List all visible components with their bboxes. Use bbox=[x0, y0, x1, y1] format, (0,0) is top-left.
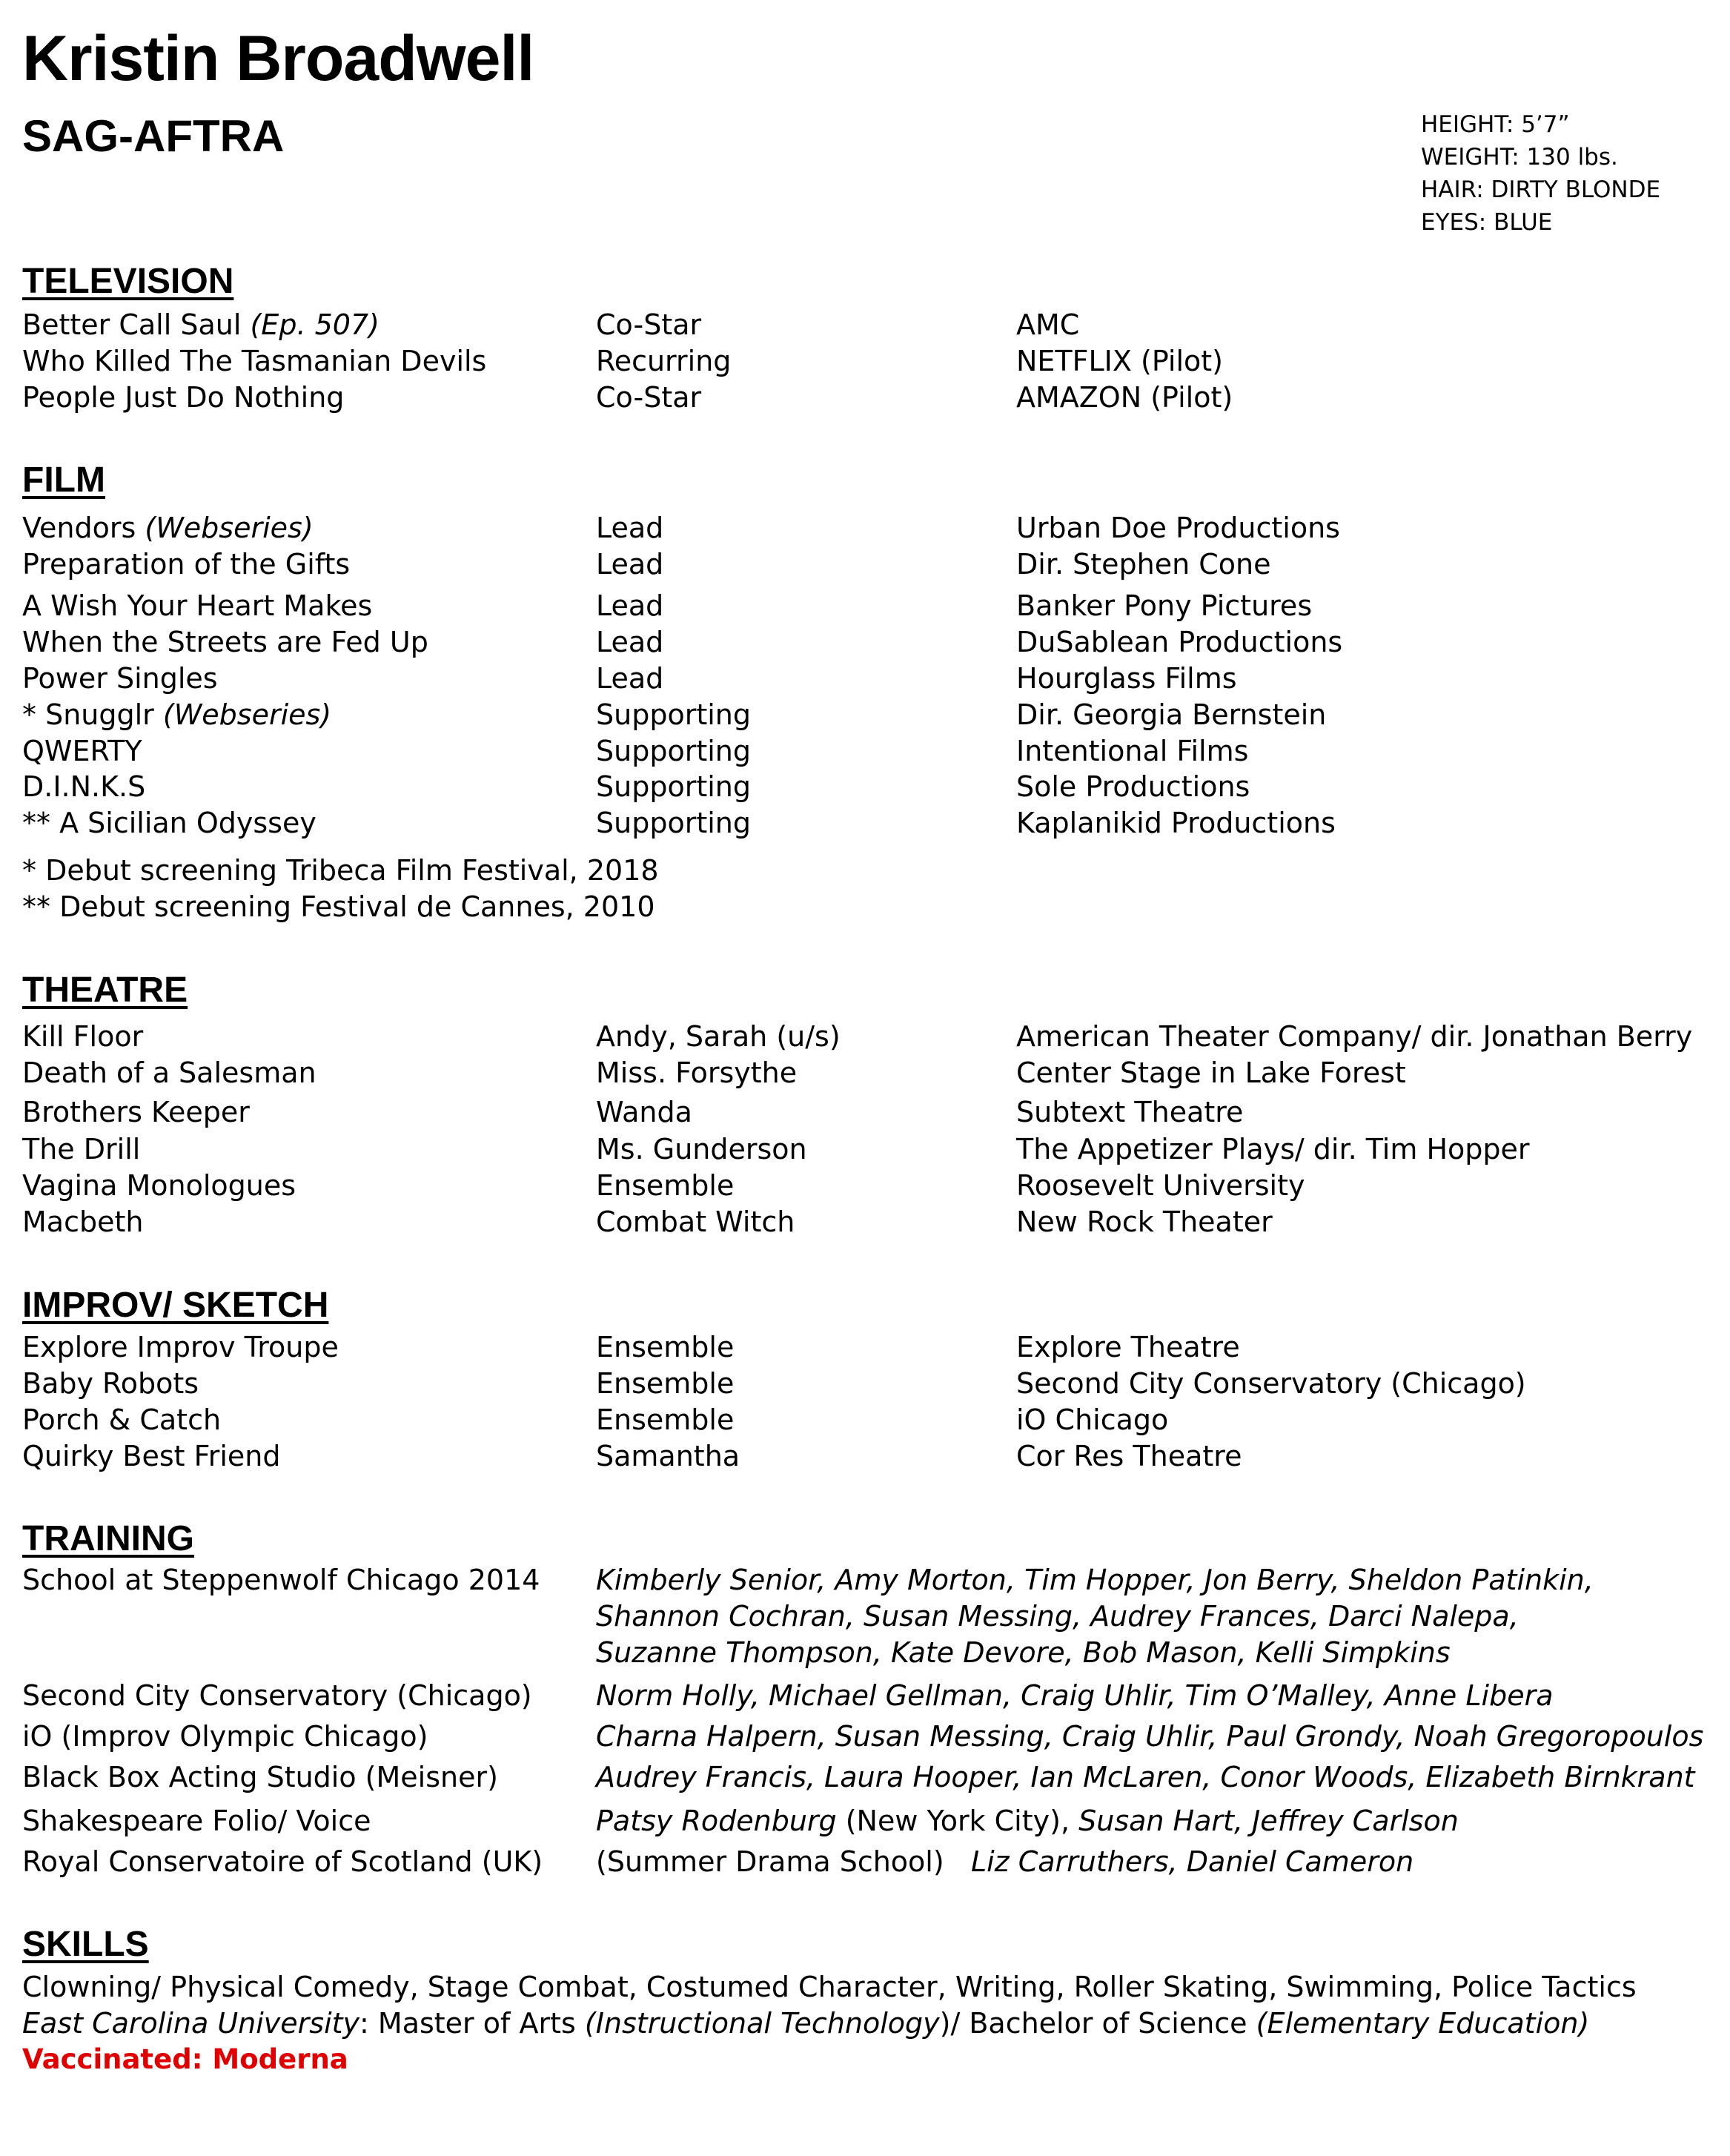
credit-role: Lead bbox=[596, 589, 664, 622]
credit-role: Ensemble bbox=[596, 1367, 735, 1400]
credit-company: Hourglass Films bbox=[1016, 662, 1237, 695]
credit-company: New Rock Theater bbox=[1016, 1206, 1273, 1238]
credit-row bbox=[0, 660, 1730, 697]
credit-company: AMC bbox=[1016, 308, 1080, 341]
credit-title: QWERTY bbox=[22, 735, 142, 767]
credit-title: Baby Robots bbox=[22, 1367, 199, 1400]
credit-title: * Snugglr (Webseries) bbox=[22, 698, 332, 731]
credit-company: Urban Doe Productions bbox=[1016, 512, 1340, 544]
credit-role: Supporting bbox=[596, 770, 751, 803]
credit-title: Brothers Keeper bbox=[22, 1096, 250, 1128]
credit-row bbox=[0, 379, 1730, 416]
credit-row bbox=[0, 546, 1730, 583]
credit-role: Lead bbox=[596, 626, 664, 658]
credit-title: ** A Sicilian Odyssey bbox=[22, 807, 316, 839]
film-footnote: ** Debut screening Festival de Cannes, 2010 bbox=[22, 890, 655, 923]
credit-title: D.I.N.K.S bbox=[22, 770, 146, 803]
credit-company: Second City Conservatory (Chicago) bbox=[1016, 1367, 1526, 1400]
credit-company: Kaplanikid Productions bbox=[1016, 807, 1336, 839]
credit-title: Porch & Catch bbox=[22, 1403, 222, 1436]
credit-title: Quirky Best Friend bbox=[22, 1440, 281, 1472]
credit-role: Ensemble bbox=[596, 1169, 735, 1202]
credit-title: Macbeth bbox=[22, 1206, 144, 1238]
credit-company: Dir. Georgia Bernstein bbox=[1016, 698, 1327, 731]
credit-row bbox=[0, 1167, 1730, 1204]
training-teachers: Shannon Cochran, Susan Messing, Audrey Frances, Darci Nalepa, bbox=[596, 1600, 1519, 1633]
training-school: Royal Conservatoire of Scotland (UK) bbox=[22, 1845, 543, 1878]
union-affiliation: SAG-AFTRA bbox=[22, 111, 285, 161]
credit-title: Explore Improv Troupe bbox=[22, 1331, 339, 1363]
credit-row bbox=[0, 587, 1730, 624]
credit-role: Ensemble bbox=[596, 1403, 735, 1436]
training-teachers: Suzanne Thompson, Kate Devore, Bob Mason, Kelli Simpkins bbox=[596, 1636, 1451, 1669]
training-teachers: (Summer Drama School) Liz Carruthers, Daniel Cameron bbox=[596, 1845, 1414, 1878]
training-school: School at Steppenwolf Chicago 2014 bbox=[22, 1564, 540, 1596]
training-school: Black Box Acting Studio (Meisner) bbox=[22, 1761, 498, 1793]
credit-company: Cor Res Theatre bbox=[1016, 1440, 1242, 1472]
credit-title: Vendors (Webseries) bbox=[22, 512, 314, 544]
credit-title: Vagina Monologues bbox=[22, 1169, 296, 1202]
credit-company: AMAZON (Pilot) bbox=[1016, 381, 1233, 414]
training-teachers: Kimberly Senior, Amy Morton, Tim Hopper, Jon Berry, Sheldon Patinkin, bbox=[596, 1564, 1594, 1596]
credit-company: NETFLIX (Pilot) bbox=[1016, 345, 1223, 377]
credit-row bbox=[0, 768, 1730, 805]
credit-role: Ensemble bbox=[596, 1331, 735, 1363]
credit-row bbox=[0, 733, 1730, 770]
credit-company: Subtext Theatre bbox=[1016, 1096, 1244, 1128]
credit-role: Co-Star bbox=[596, 381, 702, 414]
physical-stats bbox=[1421, 108, 1660, 239]
credit-role: Recurring bbox=[596, 345, 732, 377]
credit-company: Explore Theatre bbox=[1016, 1331, 1240, 1363]
section-heading-training: TRAINING bbox=[22, 1519, 194, 1558]
credit-row bbox=[0, 1054, 1730, 1091]
credit-role: Supporting bbox=[596, 807, 751, 839]
section-heading-improv: IMPROV/ SKETCH bbox=[22, 1286, 329, 1325]
training-school: Second City Conservatory (Chicago) bbox=[22, 1679, 532, 1712]
credit-row bbox=[0, 696, 1730, 733]
training-teachers: Charna Halpern, Susan Messing, Craig Uhlir, Paul Grondy, Noah Gregoropoulos bbox=[596, 1720, 1704, 1753]
training-school: Shakespeare Folio/ Voice bbox=[22, 1805, 371, 1837]
training-teachers: Audrey Francis, Laura Hooper, Ian McLaren, Conor Woods, Elizabeth Birnkrant bbox=[596, 1761, 1695, 1793]
credit-role: Lead bbox=[596, 548, 664, 581]
credit-company: Intentional Films bbox=[1016, 735, 1249, 767]
credit-company: DuSablean Productions bbox=[1016, 626, 1343, 658]
credit-title: Kill Floor bbox=[22, 1020, 144, 1053]
credit-title: People Just Do Nothing bbox=[22, 381, 345, 414]
credit-title: The Drill bbox=[22, 1133, 141, 1165]
credit-company: Roosevelt University bbox=[1016, 1169, 1305, 1202]
training-teachers: Norm Holly, Michael Gellman, Craig Uhlir, Tim O’Malley, Anne Libera bbox=[596, 1679, 1554, 1712]
credit-row bbox=[0, 509, 1730, 546]
credit-row bbox=[0, 306, 1730, 343]
credit-row bbox=[0, 1018, 1730, 1055]
credit-role: Miss. Forsythe bbox=[596, 1056, 798, 1089]
stat-eyes: EYES: BLUE bbox=[1421, 209, 1553, 236]
actor-name: Kristin Broadwell bbox=[22, 23, 534, 94]
credit-title: Who Killed The Tasmanian Devils bbox=[22, 345, 487, 377]
training-school: iO (Improv Olympic Chicago) bbox=[22, 1720, 428, 1753]
skills-list: Clowning/ Physical Comedy, Stage Combat, Costumed Character, Writing, Roller Skating, Swimming, Police Tactics bbox=[22, 1971, 1637, 2003]
vaccination-status: Vaccinated: Moderna bbox=[22, 2043, 348, 2075]
film-footnote: * Debut screening Tribeca Film Festival, 2018 bbox=[22, 854, 659, 887]
credit-company: Dir. Stephen Cone bbox=[1016, 548, 1271, 581]
training-teachers: Patsy Rodenburg (New York City), Susan Hart, Jeffrey Carlson bbox=[596, 1805, 1459, 1837]
credit-company: iO Chicago bbox=[1016, 1403, 1169, 1436]
credit-role: Combat Witch bbox=[596, 1206, 795, 1238]
credit-role: Andy, Sarah (u/s) bbox=[596, 1020, 841, 1053]
credit-row bbox=[0, 1131, 1730, 1168]
credit-row bbox=[0, 1203, 1730, 1240]
credit-role: Samantha bbox=[596, 1440, 740, 1472]
credit-role: Co-Star bbox=[596, 308, 702, 341]
credit-row bbox=[0, 1094, 1730, 1131]
credit-title: Preparation of the Gifts bbox=[22, 548, 351, 581]
stat-weight: WEIGHT: 130 lbs. bbox=[1421, 144, 1618, 171]
credit-row bbox=[0, 1365, 1730, 1402]
credit-role: Ms. Gunderson bbox=[596, 1133, 807, 1165]
credit-company: Sole Productions bbox=[1016, 770, 1250, 803]
section-heading-television: TELEVISION bbox=[22, 262, 234, 301]
credit-row bbox=[0, 1401, 1730, 1438]
credit-row bbox=[0, 1329, 1730, 1366]
credit-role: Lead bbox=[596, 512, 664, 544]
credit-row bbox=[0, 804, 1730, 841]
section-heading-theatre: THEATRE bbox=[22, 970, 188, 1010]
credit-company: American Theater Company/ dir. Jonathan Berry bbox=[1016, 1020, 1693, 1053]
section-heading-film: FILM bbox=[22, 460, 105, 500]
stat-height: HEIGHT: 5’7” bbox=[1421, 111, 1570, 138]
credit-row bbox=[0, 343, 1730, 380]
credit-title: A Wish Your Heart Makes bbox=[22, 589, 373, 622]
credit-role: Supporting bbox=[596, 698, 751, 731]
credit-role: Wanda bbox=[596, 1096, 692, 1128]
credit-title: Death of a Salesman bbox=[22, 1056, 316, 1089]
stat-hair: HAIR: DIRTY BLONDE bbox=[1421, 176, 1661, 203]
credit-title: Better Call Saul (Ep. 507) bbox=[22, 308, 380, 341]
credit-company: Center Stage in Lake Forest bbox=[1016, 1056, 1406, 1089]
section-heading-skills: SKILLS bbox=[22, 1925, 149, 1964]
credit-role: Lead bbox=[596, 662, 664, 695]
credit-row bbox=[0, 1438, 1730, 1475]
credit-role: Supporting bbox=[596, 735, 751, 767]
credit-title: When the Streets are Fed Up bbox=[22, 626, 428, 658]
education-line: East Carolina University: Master of Arts (Instructional Technology)/ Bachelor of Science (Elementary Education) bbox=[22, 2007, 1590, 2040]
credit-company: The Appetizer Plays/ dir. Tim Hopper bbox=[1016, 1133, 1530, 1165]
credit-company: Banker Pony Pictures bbox=[1016, 589, 1313, 622]
credit-row bbox=[0, 624, 1730, 661]
credit-title: Power Singles bbox=[22, 662, 218, 695]
